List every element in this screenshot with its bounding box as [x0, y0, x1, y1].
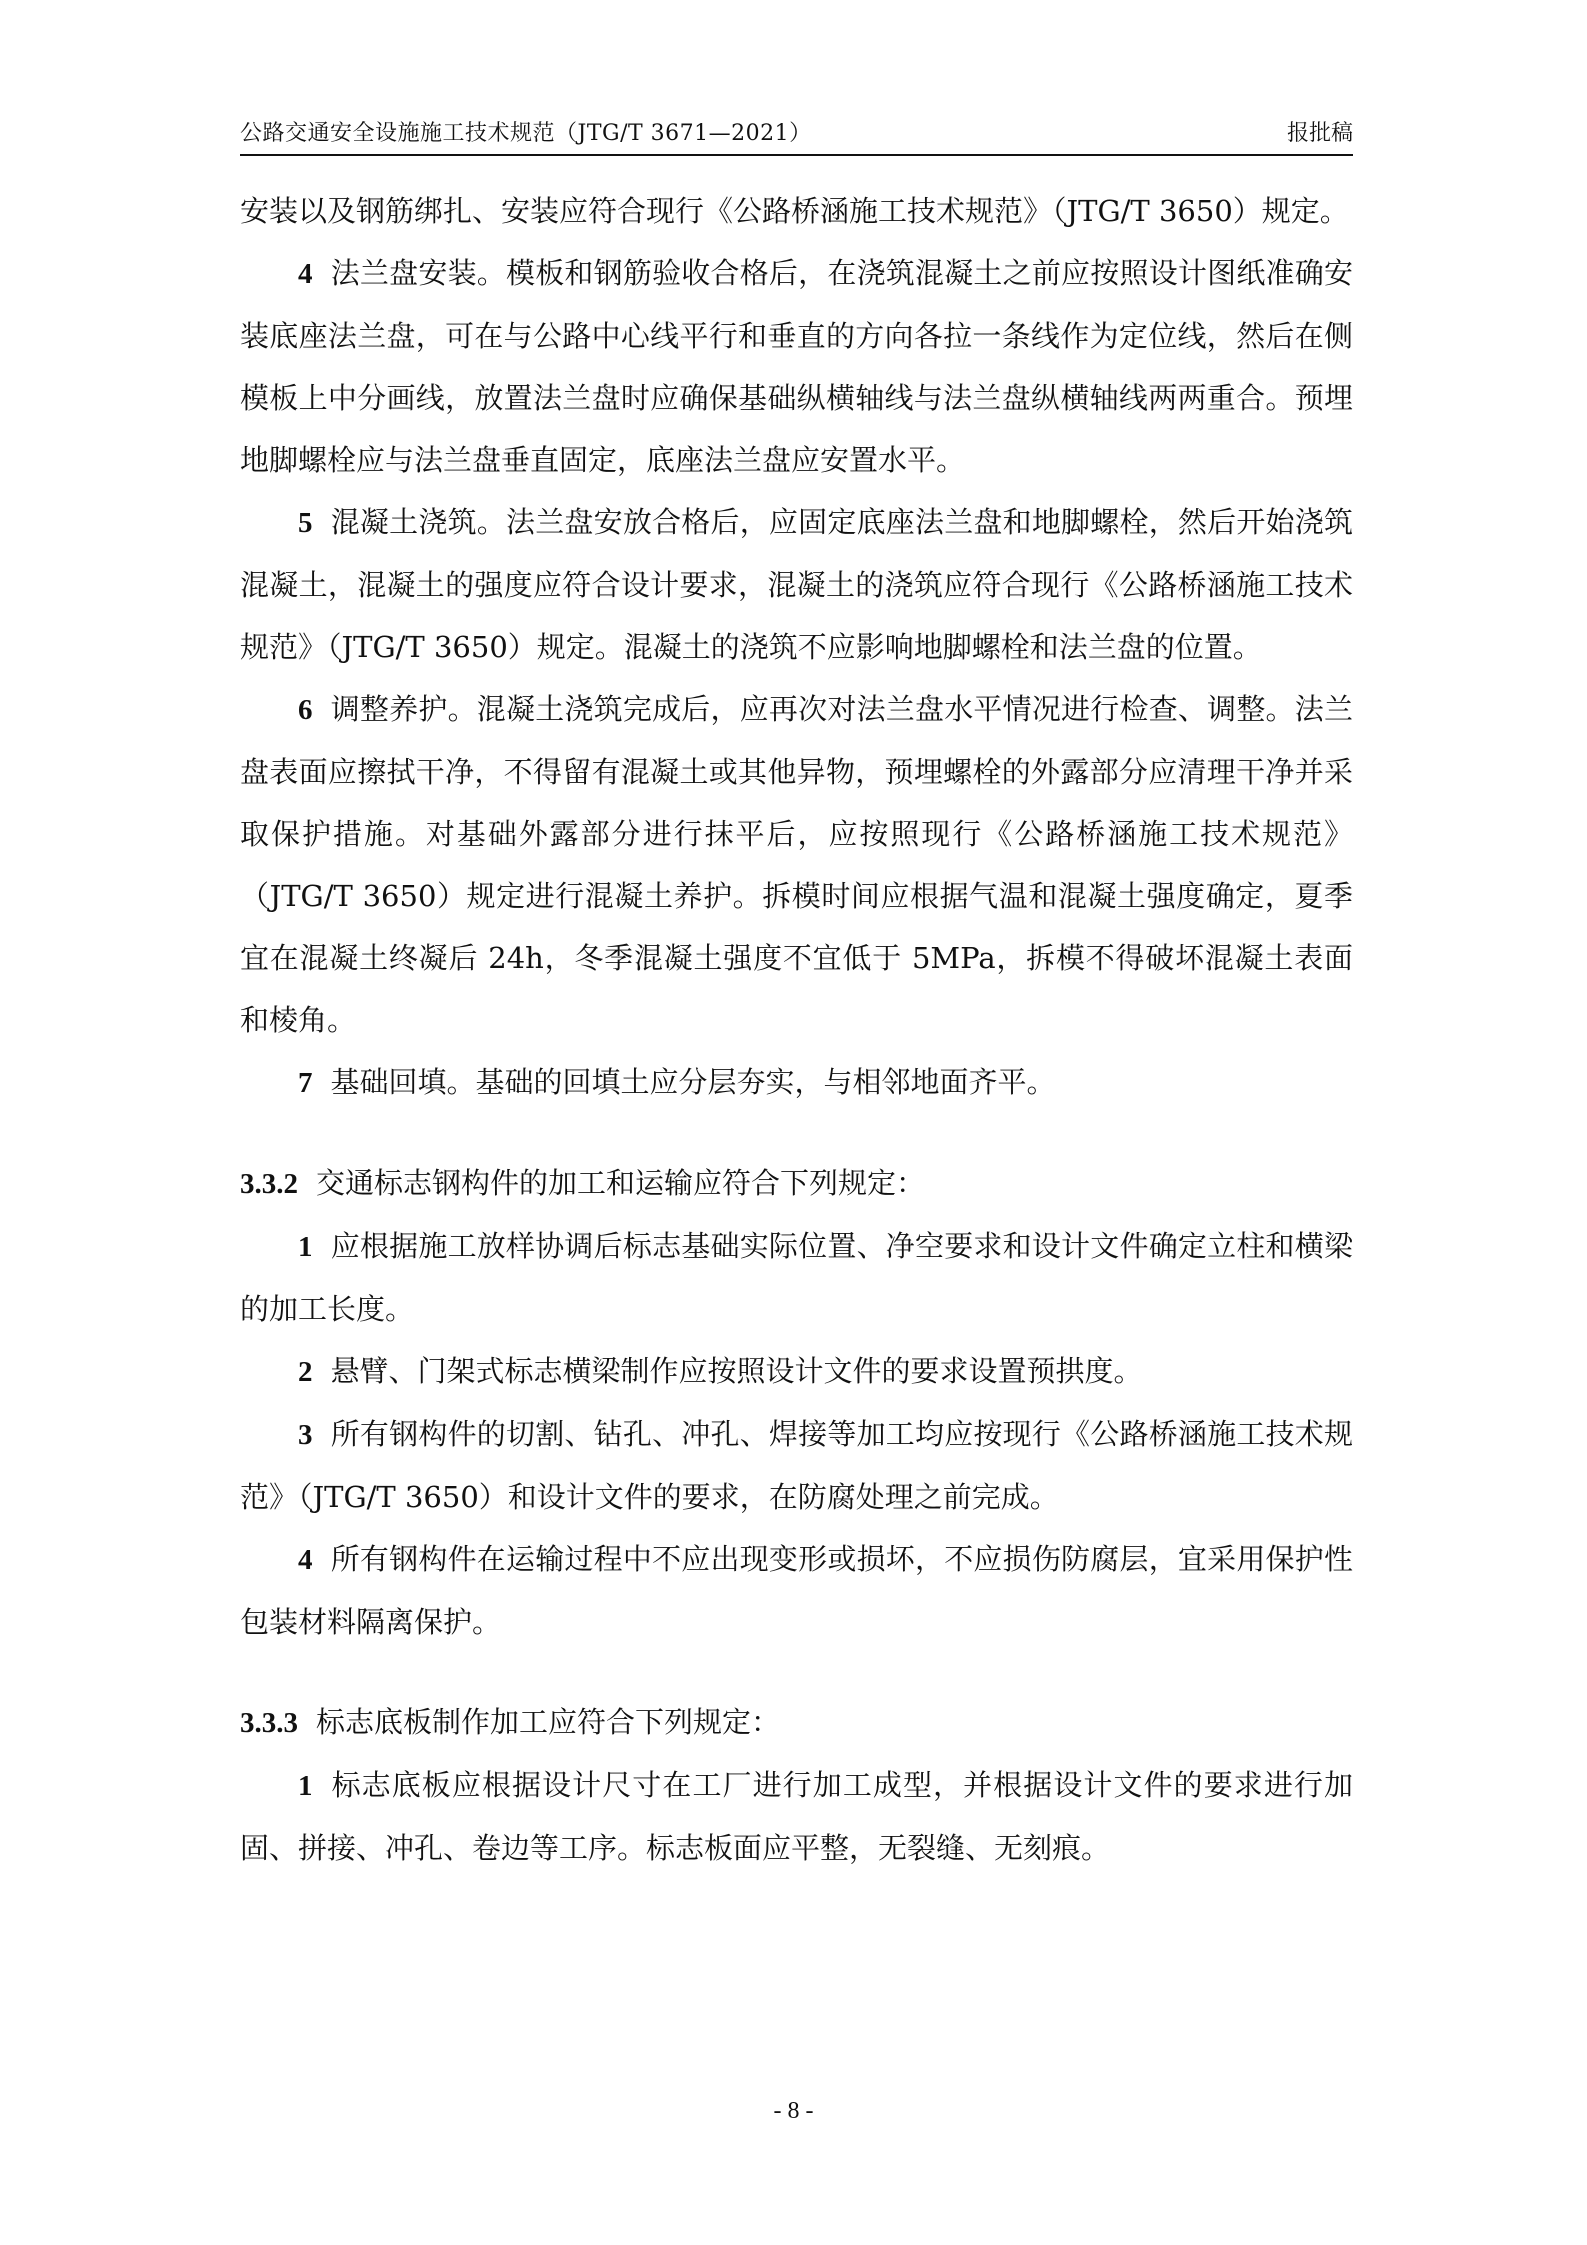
page-number: - 8 - — [773, 2098, 814, 2124]
item-text: 法兰盘安装。模板和钢筋验收合格后，在浇筑混凝土之前应按照设计图纸准确安装底座法兰盘，可在与公路中心线平行和垂直的方向各拉一条线作为定位线，然后在侧模板上中分画线，放置法兰盘时应确保基础纵横轴线与法兰盘纵横轴线两两重合。预埋地脚螺栓应与法兰盘垂直固定，底座法兰盘应安置水平。 — [240, 256, 1353, 477]
section-heading-3-3-3 — [240, 1691, 1353, 1754]
section-number: 3.3.2 — [240, 1168, 298, 1200]
section-heading-3-3-2 — [240, 1152, 1353, 1215]
item-number: 2 — [298, 1356, 313, 1388]
list-item — [240, 242, 1353, 491]
list-item — [240, 491, 1353, 678]
section-title: 标志底板制作加工应符合下列规定： — [316, 1705, 781, 1739]
page-header — [240, 108, 1353, 156]
item-number: 4 — [298, 258, 313, 290]
item-text: 基础回填。基础的回填土应分层夯实，与相邻地面齐平。 — [330, 1065, 1056, 1099]
item-text: 悬臂、门架式标志横梁制作应按照设计文件的要求设置预拱度。 — [330, 1354, 1143, 1388]
section-title: 交通标志钢构件的加工和运输应符合下列规定： — [316, 1166, 926, 1200]
list-item — [240, 678, 1353, 1051]
item-number: 4 — [298, 1544, 313, 1576]
list-item — [240, 1215, 1353, 1340]
item-number: 6 — [298, 694, 313, 726]
item-number: 1 — [298, 1231, 313, 1263]
header-status: 报批稿 — [1286, 121, 1353, 146]
header-title: 公路交通安全设施施工技术规范（JTG/T 3671—2021） — [240, 121, 812, 146]
item-text: 所有钢构件的切割、钻孔、冲孔、焊接等加工均应按现行《公路桥涵施工技术规范》（JTG/T 3650）和设计文件的要求，在防腐处理之前完成。 — [240, 1417, 1353, 1514]
item-text: 标志底板应根据设计尺寸在工厂进行加工成型，并根据设计文件的要求进行加固、拼接、冲孔、卷边等工序。标志板面应平整，无裂缝、无刻痕。 — [240, 1768, 1353, 1865]
item-text: 混凝土浇筑。法兰盘安放合格后，应固定底座法兰盘和地脚螺栓，然后开始浇筑混凝土，混凝土的强度应符合设计要求，混凝土的浇筑应符合现行《公路桥涵施工技术规范》（JTG/T 3650）规定。混凝土的浇筑不应影响地脚螺栓和法兰盘的位置。 — [240, 505, 1353, 664]
paragraph-text: 安装以及钢筋绑扎、安装应符合现行《公路桥涵施工技术规范》（JTG/T 3650）规定。 — [240, 194, 1349, 228]
list-item — [240, 1051, 1353, 1114]
list-item — [240, 1403, 1353, 1528]
item-number: 1 — [298, 1770, 313, 1802]
item-text: 调整养护。混凝土浇筑完成后，应再次对法兰盘水平情况进行检查、调整。法兰盘表面应擦拭干净，不得留有混凝土或其他异物，预埋螺栓的外露部分应清理干净并采取保护措施。对基础外露部分进行抹平后，应按照现行《公路桥涵施工技术规范》（JTG/T 3650）规定进行混凝土养护。拆模时间应根据气温和混凝土强度确定，夏季宜在混凝土终凝后 24h，冬季混凝土强度不宜低于 5MPa，拆模不得破坏混凝土表面和棱角。 — [240, 692, 1353, 1037]
item-number: 7 — [298, 1067, 313, 1099]
item-number: 3 — [298, 1419, 313, 1451]
item-text: 应根据施工放样协调后标志基础实际位置、净空要求和设计文件确定立柱和横梁的加工长度。 — [240, 1229, 1353, 1326]
list-item — [240, 1528, 1353, 1653]
item-text: 所有钢构件在运输过程中不应出现变形或损坏，不应损伤防腐层，宜采用保护性包装材料隔离保护。 — [240, 1542, 1353, 1639]
document-body — [240, 180, 1353, 1879]
item-number: 5 — [298, 507, 313, 539]
list-item — [240, 1754, 1353, 1879]
paragraph-continuation — [240, 180, 1353, 242]
section-number: 3.3.3 — [240, 1707, 298, 1739]
list-item — [240, 1340, 1353, 1403]
